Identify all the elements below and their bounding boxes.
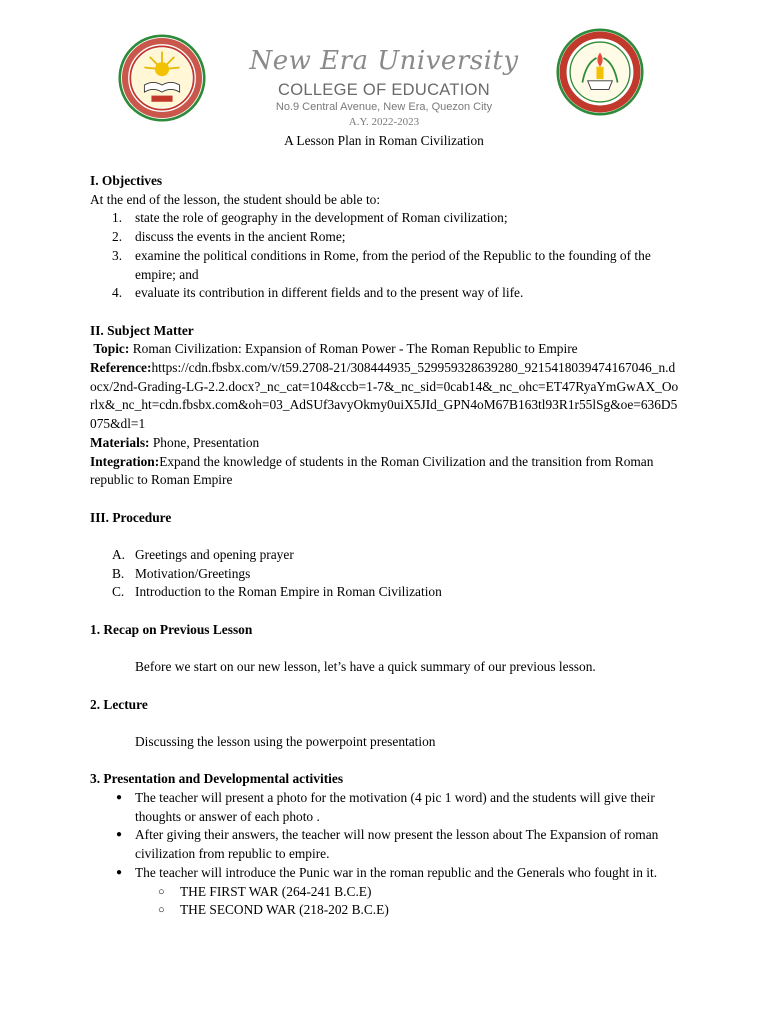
objectives-intro: At the end of the lesson, the student should be able to: — [90, 191, 381, 207]
list-item: A. Greetings and opening prayer — [112, 547, 294, 563]
lecture-heading: 2. Lecture — [90, 696, 148, 712]
list-item: ○ THE FIRST WAR (264-241 B.C.E) — [158, 883, 372, 899]
list-item: ● After giving their answers, the teacher will now present the lesson about The Expansion of roman civilization from republic to empire. — [116, 827, 659, 862]
materials-line: Materials: Phone, Presentation — [90, 434, 260, 450]
list-item: 1. state the role of geography in the development of Roman civilization; — [112, 210, 508, 226]
reference-link[interactable]: https://cdn.fbsbx.com/v/t59.2708-21/308444935_529959328639280_9215418039474167046_n.docx/2nd-Grading-LG-2.2.docx?_nc_cat=104&ccb=1-7&_nc_sid=0cab14&_nc_ohc=ET47RyaYmGwAX_Oorlx&_nc_ht=cdn.fbsbx.com&oh=03_AdSUf3avyOkmy0uiX5JId_GPN4oM67B163tl93R1r55lSg&oe=636D5075&dl=1 — [90, 360, 679, 432]
procedure-heading: III. Procedure — [90, 509, 172, 525]
recap-text: Before we start on our new lesson, let’s have a quick summary of our previous lesson. — [135, 659, 596, 675]
subject-matter-heading: II. Subject Matter — [90, 322, 194, 338]
academic-year: A.Y. 2022-2023 — [348, 116, 420, 128]
list-item: 2. discuss the events in the ancient Rome; — [112, 229, 346, 245]
address: No.9 Central Avenue, New Era, Quezon City — [275, 101, 493, 113]
list-item: 4. evaluate its contribution in different fields and to the present way of life. — [112, 285, 524, 301]
lecture-text: Discussing the lesson using the powerpoint presentation — [135, 733, 436, 749]
reference-line: Reference:https://cdn.fbsbx.com/v/t59.2708-21/308444935_529959328639280_9215418039474167046_n.docx/2nd-Grading-LG-2.2.docx?_nc_cat=104&ccb=1-7&_nc_sid=0cab14&_nc_ohc=ET47RyaYmGwAX_Oorlx&_nc_ht=cdn.fbsbx.com&oh=03_AdSUf3avyOkmy0uiX5JId_GPN4oM67B163tl93R1r55lSg&oe=636D5075&dl=1 — [90, 360, 679, 432]
objectives-heading: I. Objectives — [90, 173, 163, 188]
recap-heading: 1. Recap on Previous Lesson — [90, 621, 253, 637]
punic-wars-list — [90, 883, 680, 920]
list-item: ○ THE SECOND WAR (218-202 B.C.E) — [158, 902, 389, 918]
list-item: 3. examine the political conditions in Rome, from the period of the Republic to the founding of the empire; and — [112, 247, 651, 282]
list-item: C. Introduction to the Roman Empire in Roman Civilization — [112, 584, 442, 600]
procedure-list — [90, 546, 680, 602]
university-name: New Era University — [249, 46, 519, 76]
list-item: ● The teacher will introduce the Punic war in the roman republic and the Generals who fought in it. — [116, 864, 658, 880]
topic-line: Topic: Roman Civilization: Expansion of Roman Power - The Roman Republic to Empire — [93, 341, 578, 357]
activities-list — [90, 789, 680, 883]
objectives-list — [90, 209, 680, 303]
document-body — [90, 172, 680, 920]
list-item: B. Motivation/Greetings — [112, 565, 251, 581]
activities-heading: 3. Presentation and Developmental activities — [90, 771, 344, 787]
document-header — [0, 44, 768, 150]
list-item: ● The teacher will present a photo for the motivation (4 pic 1 word) and the students will give their thoughts or answer of each photo . — [116, 790, 655, 824]
integration-line: Integration:Expand the knowledge of students in the Roman Civilization and the transition from Roman republic to Roman Empire — [90, 453, 654, 488]
lesson-plan-title: A Lesson Plan in Roman Civilization — [284, 133, 484, 148]
college-name: COLLEGE OF EDUCATION — [278, 81, 490, 99]
